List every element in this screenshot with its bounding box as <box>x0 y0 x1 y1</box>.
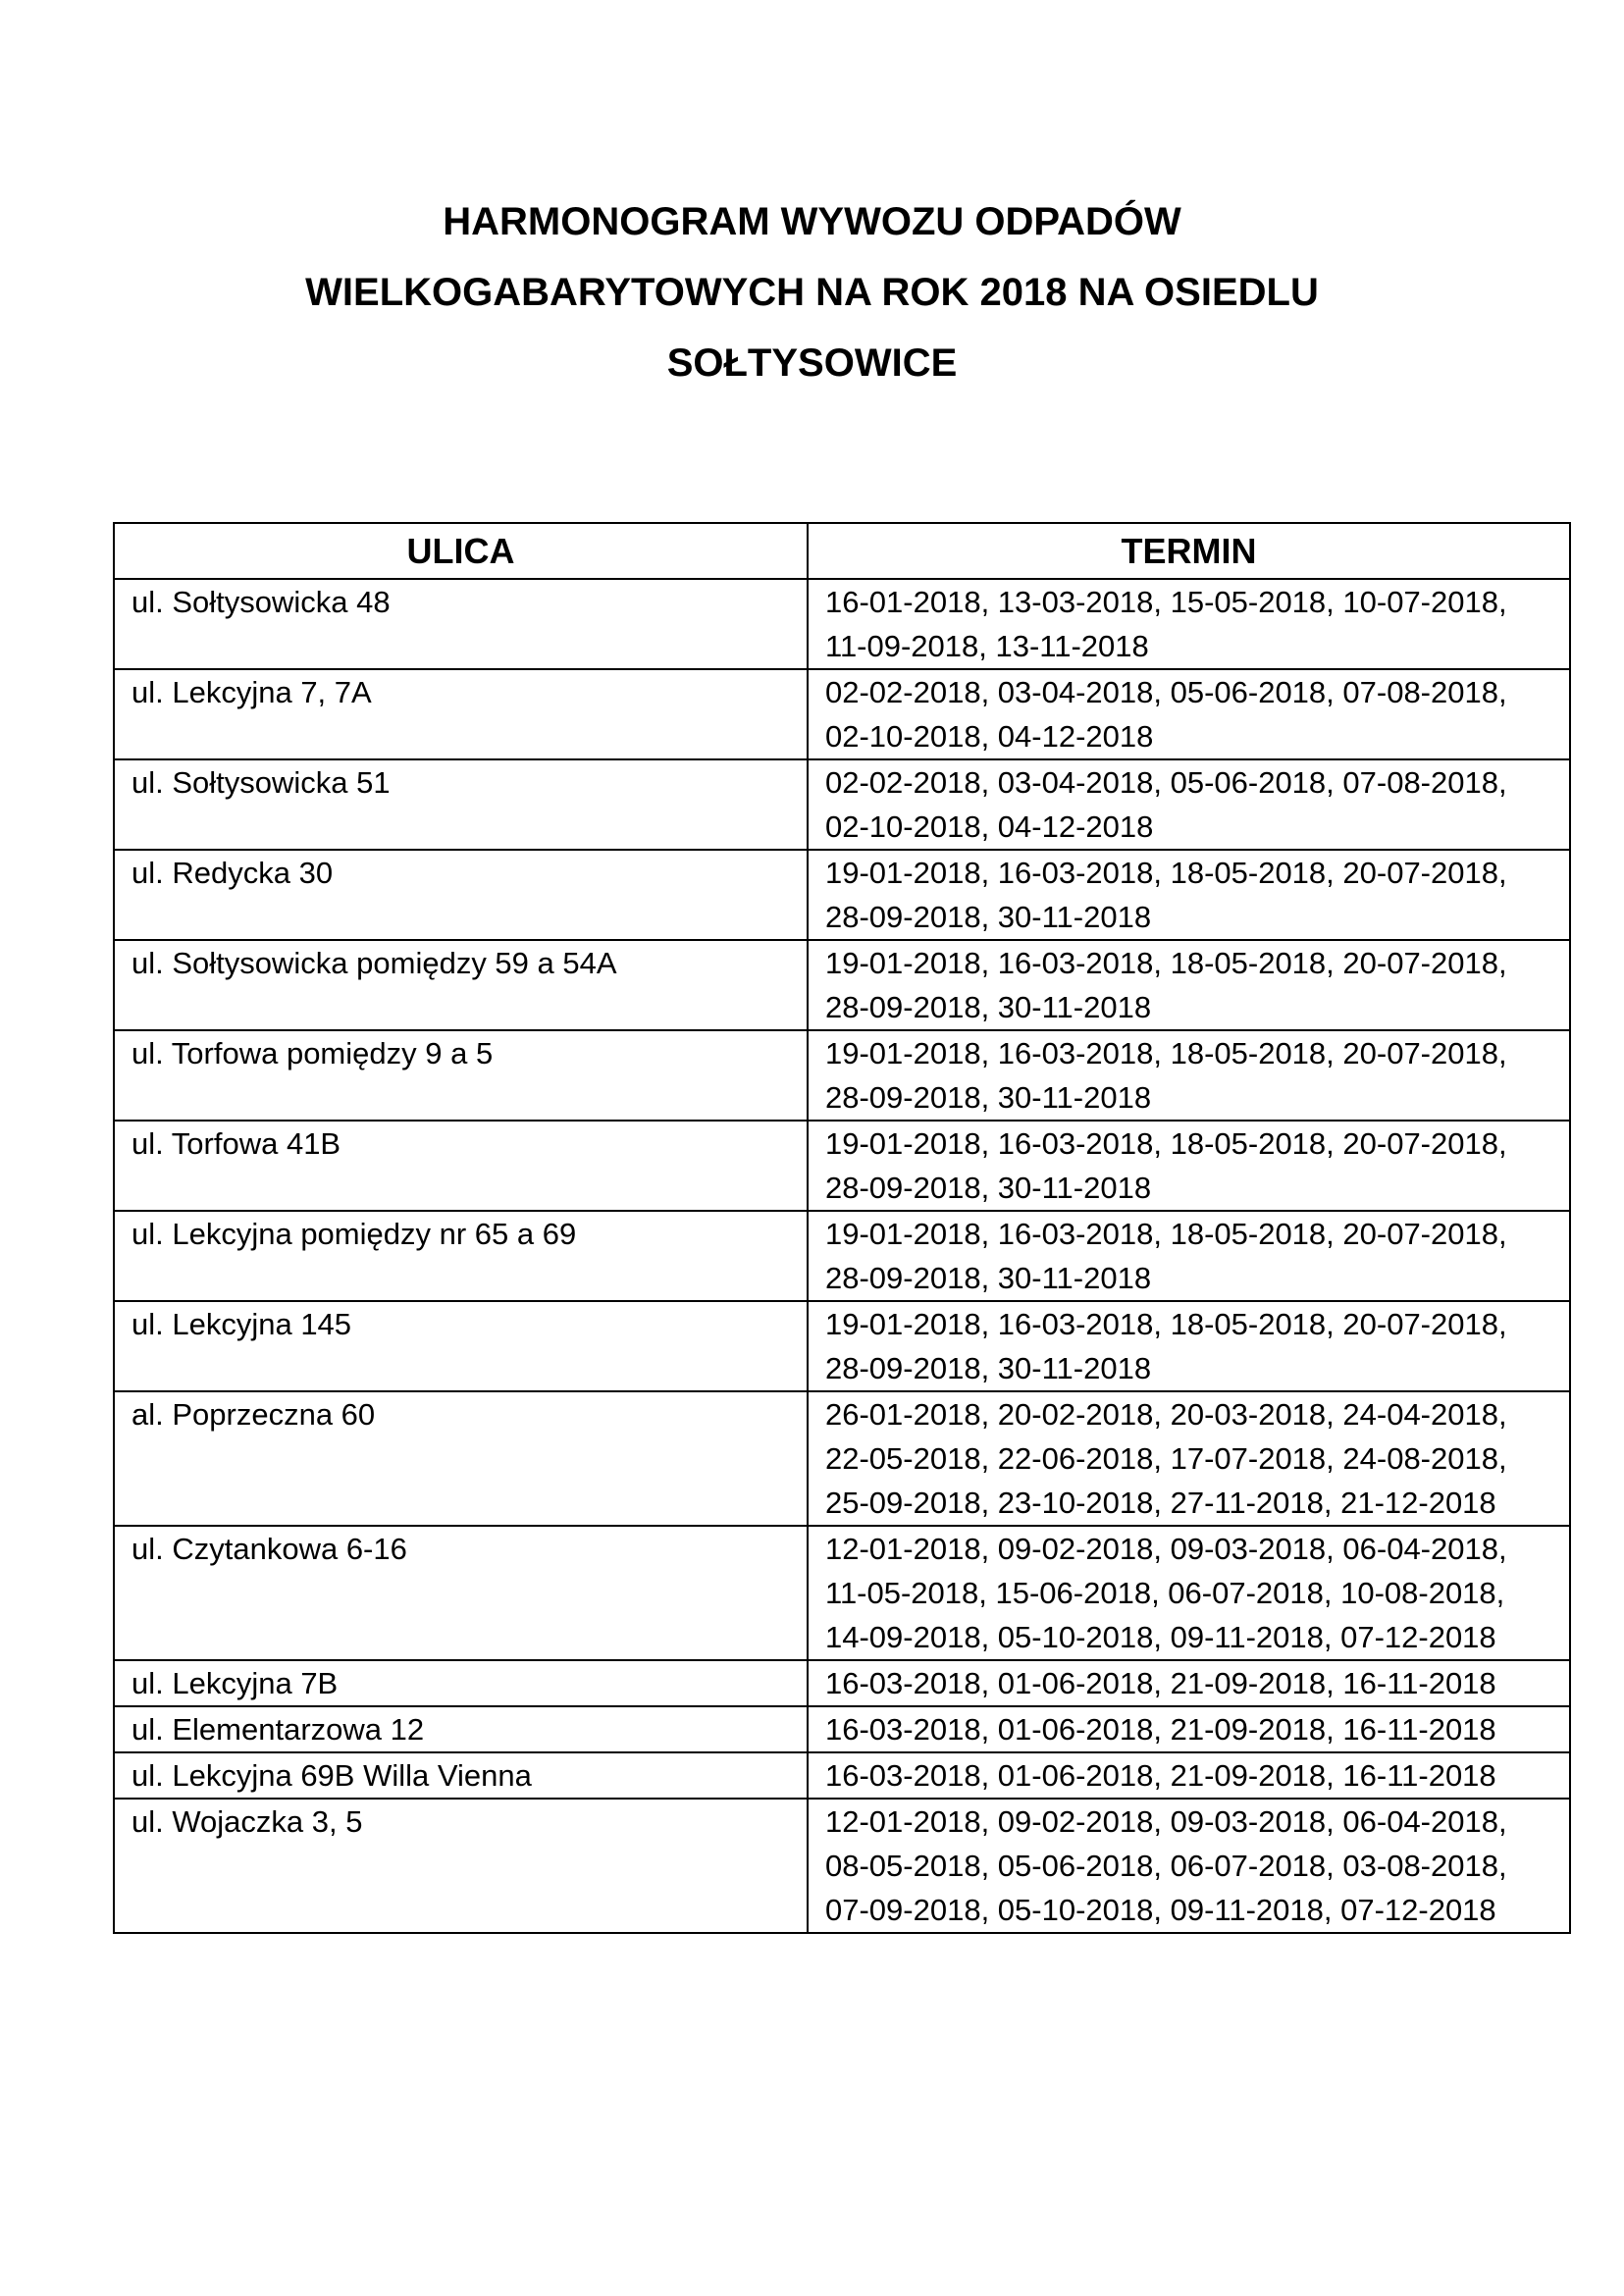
table-row <box>114 669 1570 759</box>
table-row <box>114 579 1570 669</box>
street-cell: ul. Lekcyjna 69B Willa Vienna <box>114 1752 808 1799</box>
dates-cell <box>808 1211 1570 1301</box>
table-row <box>114 1660 1570 1706</box>
dates-cell <box>808 759 1570 850</box>
street-cell: ul. Sołtysowicka 48 <box>114 579 808 669</box>
date-line: 28-09-2018, 30-11-2018 <box>825 990 1152 1024</box>
dates-cell <box>808 579 1570 669</box>
street-cell: ul. Lekcyjna 7B <box>114 1660 808 1706</box>
date-line: 02-02-2018, 03-04-2018, 05-06-2018, 07-08-2018, <box>825 675 1507 709</box>
date-line: 19-01-2018, 16-03-2018, 18-05-2018, 20-07-2018, <box>825 856 1507 890</box>
date-line: 12-01-2018, 09-02-2018, 09-03-2018, 06-04-2018, <box>825 1532 1507 1566</box>
dates-cell <box>808 1030 1570 1121</box>
table-row <box>114 940 1570 1030</box>
date-line: 12-01-2018, 09-02-2018, 09-03-2018, 06-04-2018, <box>825 1804 1507 1839</box>
document-title <box>0 186 1624 398</box>
date-line: 28-09-2018, 30-11-2018 <box>825 1171 1152 1205</box>
title-line-1: HARMONOGRAM WYWOZU ODPADÓW <box>443 200 1181 243</box>
street-cell: ul. Wojaczka 3, 5 <box>114 1799 808 1933</box>
table-row <box>114 1211 1570 1301</box>
dates-cell <box>808 1391 1570 1526</box>
date-line: 16-03-2018, 01-06-2018, 21-09-2018, 16-11-2018 <box>825 1758 1496 1793</box>
date-line: 08-05-2018, 05-06-2018, 06-07-2018, 03-08-2018, <box>825 1849 1507 1883</box>
street-cell: ul. Torfowa pomiędzy 9 a 5 <box>114 1030 808 1121</box>
dates-cell <box>808 1526 1570 1660</box>
street-cell: ul. Sołtysowicka 51 <box>114 759 808 850</box>
date-line: 16-01-2018, 13-03-2018, 15-05-2018, 10-07-2018, <box>825 585 1507 619</box>
dates-cell <box>808 1706 1570 1752</box>
dates-cell <box>808 1799 1570 1933</box>
dates-cell <box>808 1301 1570 1391</box>
title-line-3: SOŁTYSOWICE <box>666 341 958 385</box>
title-line-2: WIELKOGABARYTOWYCH NA ROK 2018 NA OSIEDLU <box>305 271 1319 314</box>
date-line: 02-02-2018, 03-04-2018, 05-06-2018, 07-08-2018, <box>825 765 1507 800</box>
date-line: 16-03-2018, 01-06-2018, 21-09-2018, 16-11-2018 <box>825 1712 1496 1747</box>
date-line: 11-09-2018, 13-11-2018 <box>825 629 1149 663</box>
date-line: 28-09-2018, 30-11-2018 <box>825 1261 1152 1295</box>
date-line: 19-01-2018, 16-03-2018, 18-05-2018, 20-07-2018, <box>825 1036 1507 1070</box>
date-line: 19-01-2018, 16-03-2018, 18-05-2018, 20-07-2018, <box>825 1217 1507 1251</box>
street-cell: ul. Redycka 30 <box>114 850 808 940</box>
table-row <box>114 1301 1570 1391</box>
dates-cell <box>808 669 1570 759</box>
date-line: 26-01-2018, 20-02-2018, 20-03-2018, 24-04-2018, <box>825 1397 1507 1432</box>
street-cell: ul. Sołtysowicka pomiędzy 59 a 54A <box>114 940 808 1030</box>
date-line: 19-01-2018, 16-03-2018, 18-05-2018, 20-07-2018, <box>825 1307 1507 1341</box>
schedule-body <box>114 579 1570 1933</box>
date-line: 19-01-2018, 16-03-2018, 18-05-2018, 20-07-2018, <box>825 946 1507 980</box>
table-row <box>114 1706 1570 1752</box>
street-cell: ul. Elementarzowa 12 <box>114 1706 808 1752</box>
dates-cell <box>808 850 1570 940</box>
schedule-table <box>113 522 1571 1934</box>
street-cell: al. Poprzeczna 60 <box>114 1391 808 1526</box>
table-row <box>114 1030 1570 1121</box>
dates-cell <box>808 1121 1570 1211</box>
street-cell: ul. Torfowa 41B <box>114 1121 808 1211</box>
header-street: ULICA <box>114 523 808 579</box>
table-row <box>114 1391 1570 1526</box>
date-line: 28-09-2018, 30-11-2018 <box>825 900 1152 934</box>
street-cell: ul. Lekcyjna 7, 7A <box>114 669 808 759</box>
street-cell: ul. Czytankowa 6-16 <box>114 1526 808 1660</box>
date-line: 02-10-2018, 04-12-2018 <box>825 719 1154 754</box>
date-line: 14-09-2018, 05-10-2018, 09-11-2018, 07-12-2018 <box>825 1620 1496 1654</box>
dates-cell <box>808 1752 1570 1799</box>
street-cell: ul. Lekcyjna pomiędzy nr 65 a 69 <box>114 1211 808 1301</box>
table-row <box>114 1121 1570 1211</box>
date-line: 02-10-2018, 04-12-2018 <box>825 809 1154 844</box>
table-row <box>114 1752 1570 1799</box>
dates-cell <box>808 1660 1570 1706</box>
date-line: 28-09-2018, 30-11-2018 <box>825 1080 1152 1115</box>
table-row <box>114 1799 1570 1933</box>
table-row <box>114 759 1570 850</box>
table-row <box>114 1526 1570 1660</box>
date-line: 11-05-2018, 15-06-2018, 06-07-2018, 10-08-2018, <box>825 1576 1505 1610</box>
date-line: 07-09-2018, 05-10-2018, 09-11-2018, 07-12-2018 <box>825 1893 1496 1927</box>
table-header-row <box>114 523 1570 579</box>
dates-cell <box>808 940 1570 1030</box>
date-line: 19-01-2018, 16-03-2018, 18-05-2018, 20-07-2018, <box>825 1126 1507 1161</box>
date-line: 22-05-2018, 22-06-2018, 17-07-2018, 24-08-2018, <box>825 1441 1507 1476</box>
table-row <box>114 850 1570 940</box>
date-line: 28-09-2018, 30-11-2018 <box>825 1351 1152 1385</box>
header-dates: TERMIN <box>808 523 1570 579</box>
date-line: 16-03-2018, 01-06-2018, 21-09-2018, 16-11-2018 <box>825 1666 1496 1700</box>
street-cell: ul. Lekcyjna 145 <box>114 1301 808 1391</box>
date-line: 25-09-2018, 23-10-2018, 27-11-2018, 21-12-2018 <box>825 1486 1496 1520</box>
